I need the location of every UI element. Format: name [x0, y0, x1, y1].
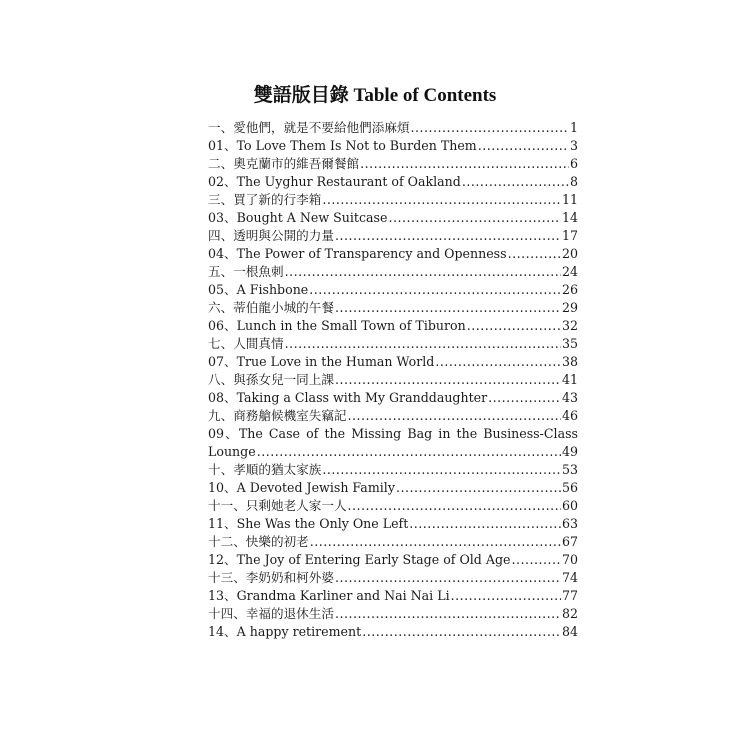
toc-entry-page: 60: [561, 498, 578, 513]
toc-entry-title: 10、A Devoted Jewish Family: [208, 480, 395, 495]
dot-leader: [409, 515, 561, 533]
toc-entry-page: 29: [561, 300, 578, 315]
toc-entry: [208, 551, 578, 569]
toc-entry-title: 二、奧克蘭市的維吾爾餐館: [208, 156, 360, 171]
toc-entry: [208, 425, 578, 461]
toc-entry-line2: [208, 443, 578, 461]
dot-leader: [478, 137, 569, 155]
toc-entry-title: 十四、幸福的退休生活: [208, 606, 334, 621]
table-of-contents: [208, 119, 578, 641]
toc-entry-page: 38: [561, 354, 578, 369]
toc-entry-page: 1: [569, 120, 578, 135]
toc-entry-title: 一、愛他們，就是不要給他們添麻煩: [208, 120, 410, 135]
toc-entry: [208, 119, 578, 137]
toc-entry: [208, 281, 578, 299]
toc-entry-title: 十二、快樂的初老: [208, 534, 309, 549]
toc-entry-title: 十三、李奶奶和柯外婆: [208, 570, 334, 585]
toc-entry-page: 63: [561, 516, 578, 531]
dot-leader: [335, 299, 561, 317]
dot-leader: [309, 281, 561, 299]
dot-leader: [362, 623, 561, 641]
toc-entry: [208, 227, 578, 245]
toc-entry: [208, 353, 578, 371]
toc-entry-title: 11、She Was the Only One Left: [208, 516, 409, 531]
toc-entry: [208, 533, 578, 551]
dot-leader: [310, 533, 561, 551]
toc-entry-page: 26: [561, 282, 578, 297]
toc-entry-page: 53: [561, 462, 578, 477]
toc-entry-title: 06、Lunch in the Small Town of Tiburon: [208, 318, 466, 333]
dot-leader: [335, 569, 561, 587]
toc-entry: [208, 389, 578, 407]
dot-leader: [388, 209, 561, 227]
toc-entry-title: 07、True Love in the Human World: [208, 354, 435, 369]
toc-entry: [208, 479, 578, 497]
toc-entry-title: 02、The Uyghur Restaurant of Oakland: [208, 174, 461, 189]
toc-entry-page: 49: [561, 444, 578, 459]
dot-leader: [285, 263, 561, 281]
dot-leader: [462, 173, 569, 191]
toc-entry-title: 三、買了新的行李箱: [208, 192, 322, 207]
toc-entry-page: 70: [561, 552, 578, 567]
toc-entry-title: 九、商務艙候機室失竊記: [208, 408, 347, 423]
dot-leader: [335, 227, 561, 245]
dot-leader: [348, 497, 561, 515]
toc-entry-page: 20: [561, 246, 578, 261]
toc-entry: [208, 587, 578, 605]
toc-entry-title: 十、孝順的猶太家族: [208, 462, 322, 477]
toc-entry-page: 56: [561, 480, 578, 495]
toc-entry-page: 17: [561, 228, 578, 243]
toc-entry: [208, 461, 578, 479]
dot-leader: [335, 605, 561, 623]
dot-leader: [396, 479, 561, 497]
toc-entry-title: 五、一根魚刺: [208, 264, 284, 279]
toc-entry-title: 01、To Love Them Is Not to Burden Them: [208, 138, 477, 153]
dot-leader: [322, 461, 561, 479]
toc-entry: [208, 245, 578, 263]
toc-entry: [208, 209, 578, 227]
dot-leader: [257, 443, 561, 461]
toc-entry: [208, 605, 578, 623]
toc-entry-title: 05、A Fishbone: [208, 282, 309, 297]
toc-entry: [208, 191, 578, 209]
toc-entry-page: 11: [561, 192, 578, 207]
toc-entry-page: 43: [561, 390, 578, 405]
toc-entry: [208, 155, 578, 173]
toc-entry-title: 六、蒂伯龍小城的午餐: [208, 300, 334, 315]
toc-entry: [208, 263, 578, 281]
toc-entry-page: 41: [561, 372, 578, 387]
toc-entry: [208, 569, 578, 587]
toc-entry-title: 13、Grandma Karliner and Nai Nai Li: [208, 588, 450, 603]
toc-entry-page: 24: [561, 264, 578, 279]
toc-entry-title: 14、A happy retirement: [208, 624, 362, 639]
toc-entry-page: 35: [561, 336, 578, 351]
toc-entry-page: 14: [561, 210, 578, 225]
toc-entry-title-line1: [208, 425, 578, 443]
dot-leader: [348, 407, 561, 425]
toc-entry-page: 77: [561, 588, 578, 603]
toc-entry: [208, 407, 578, 425]
toc-entry: [208, 497, 578, 515]
dot-leader: [511, 551, 560, 569]
dot-leader: [322, 191, 561, 209]
toc-entry-title: 四、透明與公開的力量: [208, 228, 334, 243]
toc-entry-title: 08、Taking a Class with My Granddaughter: [208, 390, 488, 405]
toc-entry-page: 6: [569, 156, 578, 171]
toc-entry: [208, 137, 578, 155]
dot-leader: [467, 317, 561, 335]
dot-leader: [360, 155, 569, 173]
toc-entry-title-continued: Lounge: [208, 444, 256, 459]
toc-entry-page: 67: [561, 534, 578, 549]
toc-entry: [208, 173, 578, 191]
toc-entry-title: 十一、只剩她老人家一人: [208, 498, 347, 513]
toc-entry-title: 03、Bought A New Suitcase: [208, 210, 388, 225]
toc-entry-title: 04、The Power of Transparency and Openness: [208, 246, 507, 261]
dot-leader: [508, 245, 561, 263]
toc-entry-title: 09、The Case of the Missing Bag in the Business-Class: [208, 426, 578, 441]
toc-entry: [208, 317, 578, 335]
dot-leader: [488, 389, 561, 407]
toc-entry-title: 七、人間真情: [208, 336, 284, 351]
dot-leader: [435, 353, 561, 371]
toc-entry-page: 8: [569, 174, 578, 189]
dot-leader: [285, 335, 561, 353]
toc-entry: [208, 299, 578, 317]
toc-entry-page: 46: [561, 408, 578, 423]
toc-entry-page: 32: [561, 318, 578, 333]
toc-entry: [208, 515, 578, 533]
dot-leader: [335, 371, 561, 389]
toc-entry-page: 82: [561, 606, 578, 621]
toc-entry: [208, 371, 578, 389]
dot-leader: [451, 587, 561, 605]
toc-entry-page: 74: [561, 570, 578, 585]
dot-leader: [411, 119, 569, 137]
toc-entry: [208, 623, 578, 641]
toc-entry: [208, 335, 578, 353]
page-title: 雙語版目錄 Table of Contents: [253, 85, 497, 106]
toc-entry-title: 八、與孫女兒一同上課: [208, 372, 334, 387]
toc-entry-page: 3: [569, 138, 578, 153]
toc-entry-page: 84: [561, 624, 578, 639]
toc-entry-title: 12、The Joy of Entering Early Stage of Old Age: [208, 552, 511, 567]
